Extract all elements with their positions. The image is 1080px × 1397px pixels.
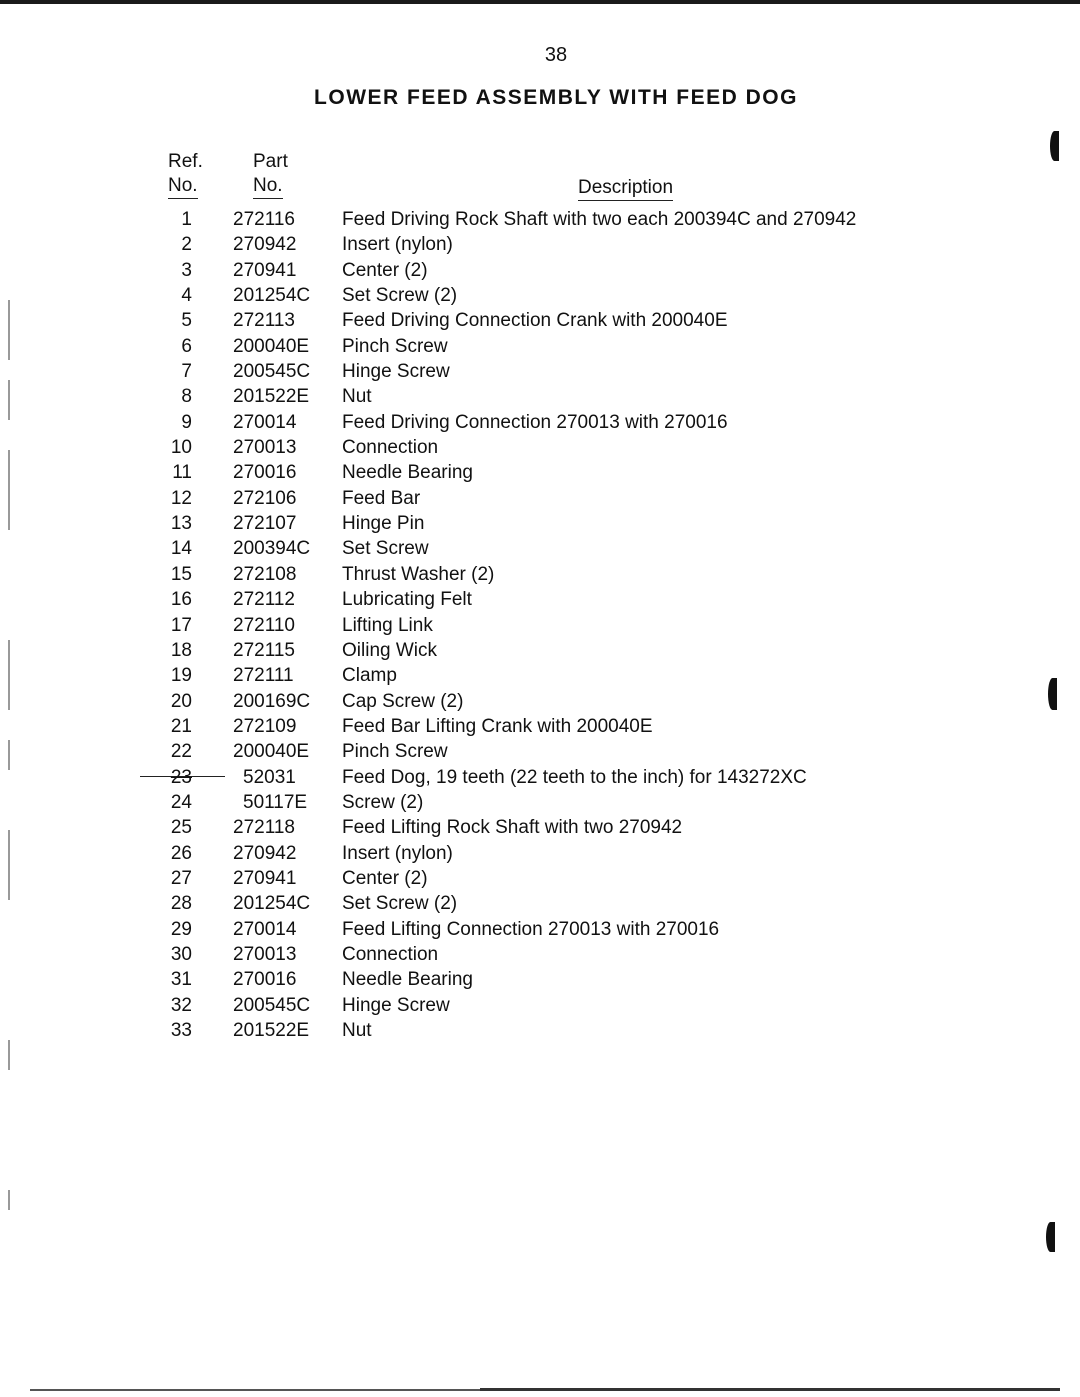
ref-number: 20	[170, 690, 192, 712]
part-number: 270016	[233, 969, 297, 991]
table-row	[0, 435, 1080, 460]
table-row	[0, 207, 1080, 232]
part-description: Insert (nylon)	[342, 842, 453, 864]
ref-number: 2	[181, 234, 192, 256]
part-number: 270941	[233, 259, 297, 281]
part-number: 201254C	[233, 893, 311, 915]
ref-number: 23	[170, 766, 192, 788]
part-description: Feed Driving Connection Crank with 200040E	[342, 310, 728, 332]
part-description: Feed Bar	[342, 487, 421, 509]
part-number: 200169C	[233, 690, 311, 712]
bottom-scan-rule-heavy	[480, 1388, 1060, 1391]
part-number: 200040E	[233, 335, 310, 357]
ref-number: 27	[170, 867, 192, 889]
table-row	[0, 942, 1080, 967]
part-number: 272110	[233, 614, 295, 636]
table-row	[0, 511, 1080, 536]
part-number: 270013	[233, 943, 297, 965]
table-row	[0, 790, 1080, 815]
ref-number: 14	[170, 538, 192, 560]
table-row	[0, 993, 1080, 1018]
ref-number: 24	[170, 791, 192, 813]
description-header: Description	[578, 177, 673, 201]
part-description: Feed Dog, 19 teeth (22 teeth to the inch) for 143272XC	[342, 766, 807, 788]
part-number: 200545C	[233, 361, 311, 383]
table-row	[0, 232, 1080, 257]
ref-number: 25	[170, 817, 192, 839]
ref-number: 5	[181, 310, 192, 332]
ref-number: 16	[170, 589, 192, 611]
part-description: Thrust Washer (2)	[342, 563, 495, 585]
part-number: 270014	[233, 411, 297, 433]
part-number: 272115	[233, 639, 295, 661]
binder-hole-mark-bottom	[1046, 1222, 1055, 1252]
part-description: Feed Driving Connection 270013 with 270016	[342, 411, 728, 433]
table-row	[0, 359, 1080, 384]
table-row	[0, 613, 1080, 638]
part-description: Insert (nylon)	[342, 234, 453, 256]
part-description: Screw (2)	[342, 791, 424, 813]
part-number: 200545C	[233, 994, 311, 1016]
part-description: Needle Bearing	[342, 462, 473, 484]
part-description: Clamp	[342, 665, 397, 687]
part-number: 272112	[233, 589, 295, 611]
ref-header-line2: No.	[168, 175, 198, 199]
ref-header-line1: Ref.	[168, 151, 203, 172]
part-number: 272106	[233, 487, 297, 509]
part-description: Connection	[342, 943, 439, 965]
ref-number: 30	[170, 943, 192, 965]
part-number: 272113	[233, 310, 295, 332]
table-row	[0, 714, 1080, 739]
part-description: Feed Lifting Connection 270013 with 270016	[342, 918, 720, 940]
part-description: Feed Lifting Rock Shaft with two 270942	[342, 817, 683, 839]
part-description: Feed Bar Lifting Crank with 200040E	[342, 715, 653, 737]
part-number: 200040E	[233, 741, 310, 763]
ref-number: 4	[181, 285, 192, 307]
ref-number: 13	[170, 513, 192, 535]
part-description: Center (2)	[342, 867, 428, 889]
part-description: Cap Screw (2)	[342, 690, 464, 712]
part-description: Hinge Screw	[342, 994, 450, 1016]
part-description: Pinch Screw	[342, 335, 448, 357]
ref-number: 26	[170, 842, 192, 864]
table-row	[0, 258, 1080, 283]
table-row	[0, 689, 1080, 714]
ref-number: 6	[181, 335, 192, 357]
ref-number: 15	[170, 563, 192, 585]
part-description: Set Screw (2)	[342, 893, 458, 915]
table-row	[0, 1018, 1080, 1043]
table-row	[0, 334, 1080, 359]
table-row	[0, 536, 1080, 561]
part-number: 201522E	[233, 1020, 310, 1041]
table-row	[0, 891, 1080, 916]
binder-hole-mark-middle	[1048, 678, 1057, 710]
ref-number: 12	[170, 487, 192, 509]
part-number: 270013	[233, 437, 297, 459]
ref-number: 10	[170, 437, 192, 459]
table-row	[0, 308, 1080, 333]
page-number: 38	[544, 44, 568, 66]
ref-number: 19	[170, 665, 192, 687]
ref-number: 28	[170, 893, 192, 915]
part-number: 270016	[233, 462, 297, 484]
ref-number: 32	[170, 994, 192, 1016]
part-number: 50117E	[243, 791, 308, 813]
ref-number: 7	[181, 361, 192, 383]
part-description: Set Screw (2)	[342, 285, 458, 307]
table-row	[0, 486, 1080, 511]
part-number: 272107	[233, 513, 297, 535]
part-header-line2: No.	[253, 175, 283, 199]
page-title: LOWER FEED ASSEMBLY WITH FEED DOG	[314, 86, 798, 109]
table-row	[0, 967, 1080, 992]
ref-number: 11	[172, 462, 192, 484]
table-row	[0, 410, 1080, 435]
ref-number: 17	[170, 614, 192, 636]
part-description: Hinge Pin	[342, 513, 425, 535]
part-number: 270942	[233, 842, 297, 864]
part-number: 270014	[233, 918, 297, 940]
part-description: Pinch Screw	[342, 741, 448, 763]
ref-number: 31	[170, 969, 192, 991]
part-header-line1: Part	[253, 151, 288, 172]
ref-number: 29	[170, 918, 192, 940]
table-row	[0, 917, 1080, 942]
part-description: Needle Bearing	[342, 969, 473, 991]
ref-number: 8	[181, 386, 192, 408]
top-border-rule	[0, 0, 1080, 4]
part-description: Oiling Wick	[342, 639, 438, 661]
part-description: Lifting Link	[342, 614, 433, 636]
table-row	[0, 638, 1080, 663]
table-row	[0, 739, 1080, 764]
part-description: Nut	[342, 386, 372, 408]
table-row	[0, 460, 1080, 485]
part-number: 272108	[233, 563, 297, 585]
part-description: Nut	[342, 1020, 372, 1041]
part-description: Set Screw	[342, 538, 429, 560]
ref-number: 9	[181, 411, 192, 433]
part-description: Center (2)	[342, 259, 428, 281]
table-row	[0, 765, 1080, 790]
ref-number: 3	[181, 259, 192, 281]
part-description: Connection	[342, 437, 439, 459]
parts-list	[0, 207, 1080, 1043]
ref-number: 22	[170, 741, 192, 763]
part-number: 272116	[233, 209, 295, 230]
binder-hole-mark-top	[1050, 131, 1059, 161]
table-row	[0, 562, 1080, 587]
part-number: 272109	[233, 715, 297, 737]
table-row	[0, 841, 1080, 866]
table-row	[0, 815, 1080, 840]
part-number: 201522E	[233, 386, 310, 408]
part-number: 270942	[233, 234, 297, 256]
table-row	[0, 587, 1080, 612]
part-number: 272118	[233, 817, 295, 839]
ref-number: 21	[170, 715, 192, 737]
part-number: 270941	[233, 867, 297, 889]
ref-number: 33	[170, 1020, 192, 1041]
table-row	[0, 663, 1080, 688]
ref-number: 1	[181, 209, 192, 230]
part-number: 272111	[233, 665, 294, 687]
table-row	[0, 866, 1080, 891]
table-row	[0, 384, 1080, 409]
part-number: 52031	[243, 766, 296, 788]
ref-number: 18	[170, 639, 192, 661]
table-row	[0, 283, 1080, 308]
part-description: Hinge Screw	[342, 361, 450, 383]
part-description: Lubricating Felt	[342, 589, 472, 611]
part-description: Feed Driving Rock Shaft with two each 200394C and 270942	[342, 209, 857, 230]
part-number: 200394C	[233, 538, 311, 560]
part-number: 201254C	[233, 285, 311, 307]
